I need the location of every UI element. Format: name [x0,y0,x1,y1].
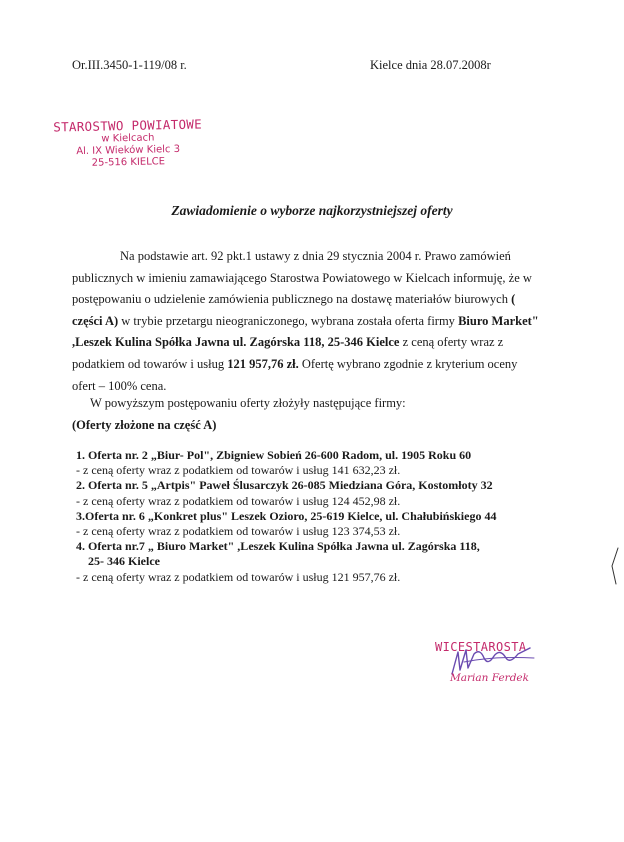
offer-item [76,539,546,585]
offer-heading: 1. Oferta nr. 2 „Biur- Pol", Zbigniew Sobień 26-600 Radom, ul. 1905 Roku 60 [76,448,472,462]
p1-text-4: Ofertę wybrano zgodnie z kryterium oceny ofert – 100% cena. [72,356,518,393]
stamp-line-street: Al. IX Wieków Kielc 3 [76,143,181,158]
p1-bold-price: 121 957,76 zł. [227,356,299,371]
paragraph-3-heading: (Oferty złożone na część A) [72,418,217,432]
p1-text-2: w trybie przetargu nieograniczonego, wybrana została oferta firmy [118,313,459,328]
offer-heading: 3.Oferta nr. 6 „Konkret plus" Leszek Ozioro, 25-619 Kielce, ul. Chałubińskiego 44 [76,508,497,523]
office-stamp [47,116,208,170]
p1-text-1: Na podstawie art. 92 pkt.1 ustawy z dnia 29 stycznia 2004 r. Prawo zamówień publicznych w imieniu zamawiającego Starostwa Powiatowego w Kielcach informuję, że w postępowaniu o udzielenie zamówienia publicznego na dostawę materiałów biurowych [72,249,532,307]
offer-heading: 2. Oferta nr. 5 „Artpis" Paweł Ślusarczyk 26-085 Miedziana Góra, Kostomłoty 32 [76,478,493,493]
place-and-date: Kielce dnia 28.07.2008r [370,58,491,72]
p1-bold-part: ( części A) [72,292,516,328]
offer-price: - z ceną oferty wraz z podatkiem od towarów i usług 141 632,23 zł. [76,463,401,478]
offer-price: - z ceną oferty wraz z podatkiem od towarów i usług 123 374,53 zł. [76,524,401,539]
paragraph-1 [72,246,542,397]
body-paragraph-main [72,246,542,397]
paragraph-2: W powyższym postępowaniu oferty złożyły następujące firmy: [90,396,406,410]
offer-price: - z ceną oferty wraz z podatkiem od towarów i usług 124 452,98 zł. [76,493,401,508]
document-reference: Or.III.3450-1-119/08 r. [72,58,187,72]
stamp-line-postcode: 25-516 KIELCE [91,156,166,169]
p1-bold-company: Biuro Market" ,Leszek Kulina Spółka Jawna ul. Zagórska 118, 25-346 Kielce [72,313,539,350]
signature-name-stamp: Marian Ferdek [450,672,529,684]
offer-heading-continued: 25- 346 Kielce [88,554,160,569]
offer-item [76,509,546,539]
signature-block [430,638,560,698]
p1-text-3: z ceną oferty wraz z podatkiem od towarów i usług [72,335,504,371]
offer-price: - z ceną oferty wraz z podatkiem od towarów i usług 121 957,76 zł. [76,569,401,584]
stamp-line-office: STAROSTWO POWIATOWE [53,116,203,135]
document-title: Zawiadomienie o wyborze najkorzystniejszej oferty [171,203,453,218]
signature-role-stamp: WICESTAROSTA [435,640,527,654]
stamp-line-city: w Kielcach [101,132,155,145]
offers-list [76,448,546,585]
offer-item [76,478,546,508]
offer-heading: 4. Oferta nr.7 „ Biuro Market" ,Leszek Kulina Spółka Jawna ul. Zagórska 118, [76,539,480,554]
margin-pen-mark-icon [608,546,620,586]
offer-item [76,448,546,478]
